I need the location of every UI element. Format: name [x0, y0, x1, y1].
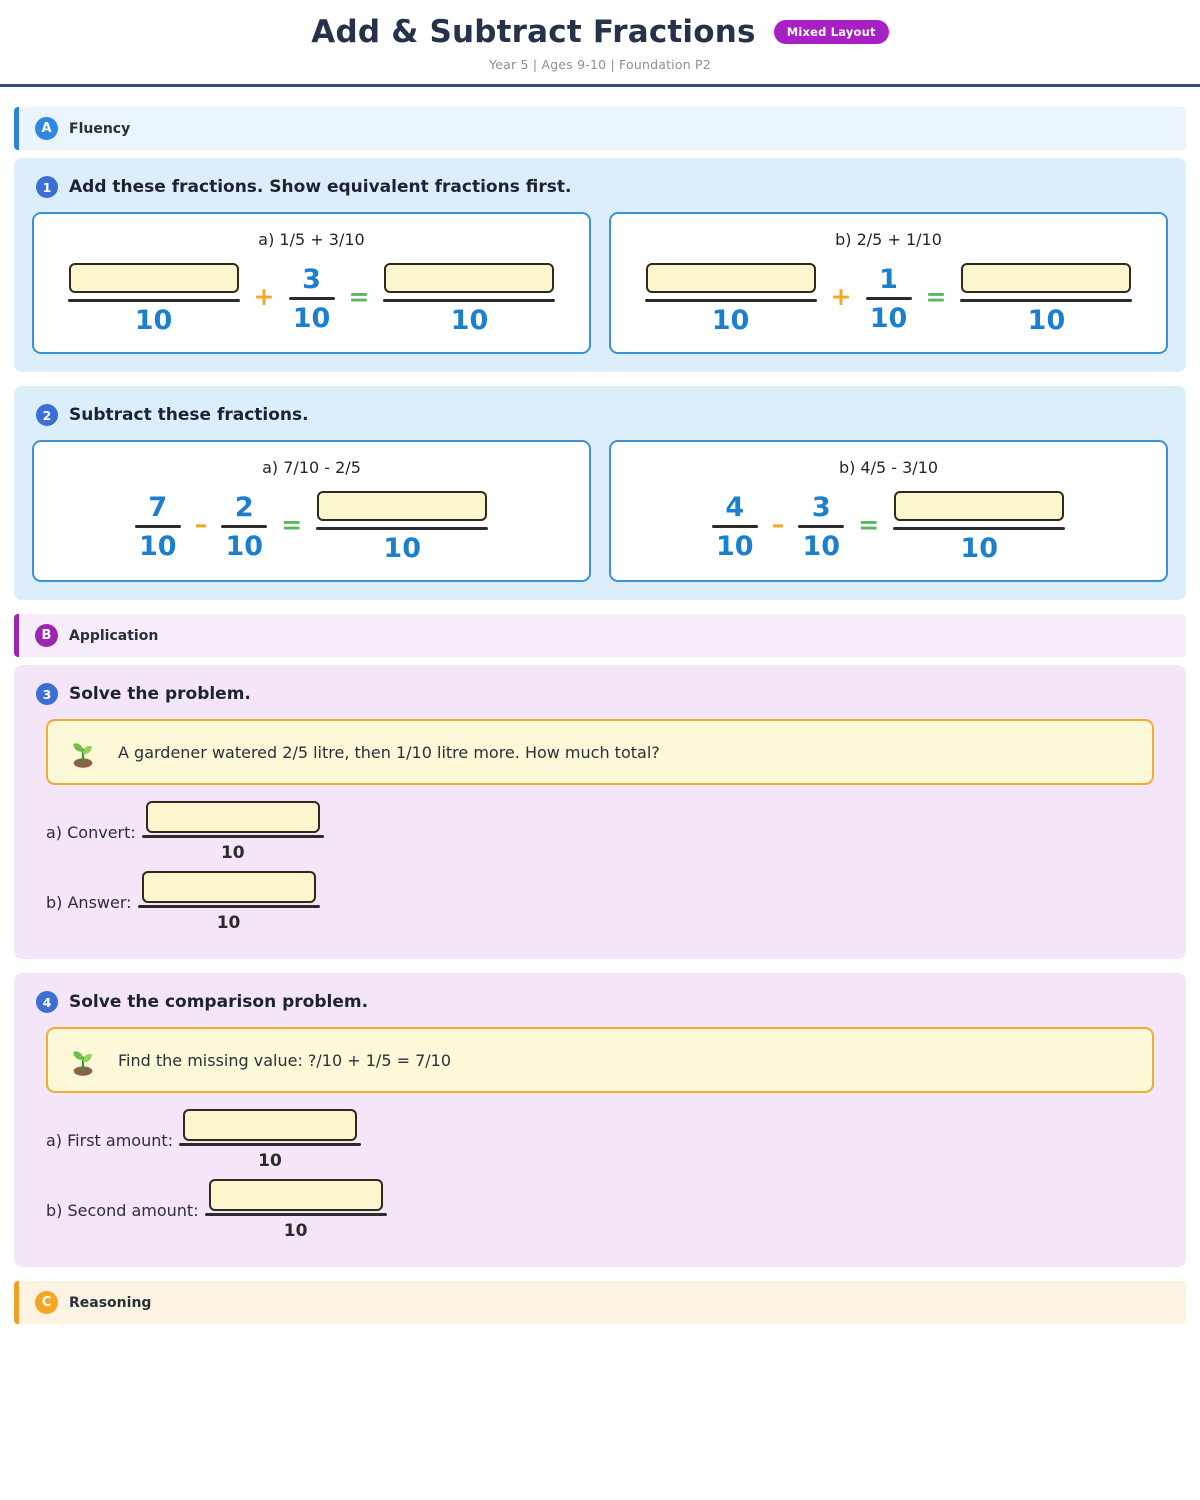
q1b-term2-numerator: 1: [879, 263, 898, 295]
q2b-minus-operator: –: [771, 510, 785, 539]
question-4b-fraction: [205, 1179, 387, 1241]
q2a-result-answer-box[interactable]: [317, 491, 487, 527]
question-3b-answer-box[interactable]: [142, 871, 316, 903]
question-3b-label: b) Answer:: [46, 893, 132, 912]
question-2b-card: [609, 440, 1168, 582]
question-number-1: 1: [36, 176, 58, 198]
question-3b-denominator: 10: [216, 913, 241, 933]
layout-badge: Mixed Layout: [774, 20, 889, 44]
section-band-fluency: [14, 107, 1186, 150]
q1b-result-fraction: [960, 263, 1132, 334]
q1a-term2-numerator: 3: [302, 263, 321, 295]
page-subtitle: Year 5 | Ages 9-10 | Foundation P2: [489, 57, 711, 72]
question-3a-label: a) Convert:: [46, 823, 136, 842]
section-band-reasoning: [14, 1281, 1186, 1324]
question-3a-answer-line: [46, 801, 1168, 863]
q1a-term2-fraction: [289, 263, 335, 334]
q2a-term1-fraction: [135, 491, 181, 562]
question-4a-answer-line: [46, 1109, 1168, 1171]
question-2-panel: [14, 386, 1186, 600]
question-1b-expression: [625, 263, 1152, 334]
q1a-term1-answer-box[interactable]: [69, 263, 239, 299]
question-text-1: Add these fractions. Show equivalent fractions first.: [69, 177, 572, 197]
question-2a-label: a) 7/10 - 2/5: [262, 458, 361, 477]
seedling-icon: [66, 735, 100, 769]
question-3a-denominator: 10: [220, 843, 245, 863]
question-2a-expression: [48, 491, 575, 562]
question-4-panel: [14, 973, 1186, 1267]
section-letter-c: C: [35, 1291, 58, 1314]
q2b-result-denominator: 10: [960, 533, 998, 564]
q2a-minus-operator: –: [194, 510, 208, 539]
question-3b-answer-line: [46, 871, 1168, 933]
question-1a-label: a) 1/5 + 3/10: [258, 230, 365, 249]
q1b-term1-fraction: [645, 263, 817, 334]
question-4b-answer-line: [46, 1179, 1168, 1241]
question-text-2: Subtract these fractions.: [69, 405, 309, 425]
question-1b-label: b) 2/5 + 1/10: [835, 230, 942, 249]
q2b-term2-numerator: 3: [811, 491, 831, 523]
question-4-word-problem: [46, 1027, 1154, 1093]
q1b-term2-fraction: [866, 263, 912, 334]
q1a-term1-denominator: 10: [134, 305, 173, 336]
section-label-application: Application: [69, 627, 159, 644]
q1a-result-denominator: 10: [450, 305, 489, 336]
question-3-word-problem: [46, 719, 1154, 785]
q1b-plus-operator: +: [830, 282, 852, 311]
question-3a-fraction: [142, 801, 324, 863]
page-title: Add & Subtract Fractions: [311, 14, 756, 50]
question-1b-card: [609, 212, 1168, 354]
question-2b-expression: [625, 491, 1152, 562]
question-text-4: Solve the comparison problem.: [69, 992, 369, 1012]
question-number-2: 2: [36, 404, 58, 426]
q2b-term1-fraction: [712, 491, 758, 562]
question-4-word-text: Find the missing value: ?/10 + 1/5 = 7/10: [118, 1050, 451, 1070]
section-letter-b: B: [35, 624, 58, 647]
question-3-header: [36, 683, 1168, 705]
q2b-term2-fraction: [798, 491, 844, 562]
question-3b-fraction: [138, 871, 320, 933]
section-band-application: [14, 614, 1186, 657]
question-1-panel: [14, 158, 1186, 372]
question-text-3: Solve the problem.: [69, 684, 251, 704]
seedling-icon: [66, 1043, 100, 1077]
q1b-result-denominator: 10: [1027, 305, 1066, 336]
q2a-term1-numerator: 7: [148, 491, 168, 523]
q2b-result-answer-box[interactable]: [894, 491, 1064, 527]
worksheet-content: [0, 107, 1200, 1324]
q1b-term2-denominator: 10: [869, 302, 908, 334]
q2a-term2-numerator: 2: [234, 491, 254, 523]
question-2-header: [36, 404, 1168, 426]
q1a-result-fraction: [383, 263, 555, 334]
question-2-cards: [32, 440, 1168, 582]
section-letter-a: A: [35, 117, 58, 140]
q2b-term1-numerator: 4: [725, 491, 745, 523]
question-4b-answer-box[interactable]: [209, 1179, 383, 1211]
q2b-term2-denominator: 10: [802, 530, 841, 562]
question-number-3: 3: [36, 683, 58, 705]
q1b-term1-denominator: 10: [711, 305, 750, 336]
section-label-fluency: Fluency: [69, 120, 131, 137]
question-4a-fraction: [179, 1109, 361, 1171]
q2a-term2-denominator: 10: [225, 530, 264, 562]
question-4a-label: a) First amount:: [46, 1131, 174, 1150]
q1a-term2-denominator: 10: [292, 302, 331, 334]
header-divider: [0, 84, 1200, 87]
question-1-header: [36, 176, 1168, 198]
q2a-term1-denominator: 10: [138, 530, 177, 562]
question-3-word-text: A gardener watered 2/5 litre, then 1/10 litre more. How much total?: [118, 742, 660, 762]
question-4-header: [36, 991, 1168, 1013]
question-4b-label: b) Second amount:: [46, 1201, 199, 1220]
q1a-term1-fraction: [68, 263, 240, 334]
question-4a-denominator: 10: [258, 1151, 282, 1171]
question-2b-label: b) 4/5 - 3/10: [838, 458, 939, 477]
section-label-reasoning: Reasoning: [69, 1294, 152, 1311]
question-4a-answer-box[interactable]: [183, 1109, 357, 1141]
q2b-term1-denominator: 10: [715, 530, 754, 562]
q1a-plus-operator: +: [253, 282, 275, 311]
question-3a-answer-box[interactable]: [146, 801, 320, 833]
question-1a-expression: [48, 263, 575, 334]
q1a-result-answer-box[interactable]: [384, 263, 554, 299]
q2b-result-fraction: [893, 491, 1065, 562]
q2a-result-fraction: [316, 491, 488, 562]
q1b-result-answer-box[interactable]: [961, 263, 1131, 299]
title-row: [0, 14, 1200, 50]
question-2a-card: [32, 440, 591, 582]
q1a-equals-operator: =: [348, 282, 370, 311]
question-number-4: 4: [36, 991, 58, 1013]
question-3-panel: [14, 665, 1186, 959]
worksheet-header: [0, 0, 1200, 95]
q2b-equals-operator: =: [858, 510, 880, 539]
question-1-cards: [32, 212, 1168, 354]
q1b-term1-answer-box[interactable]: [646, 263, 816, 299]
q2a-term2-fraction: [221, 491, 267, 562]
q1b-equals-operator: =: [925, 282, 947, 311]
question-1a-card: [32, 212, 591, 354]
q2a-result-denominator: 10: [383, 533, 421, 564]
q2a-equals-operator: =: [281, 510, 303, 539]
question-4b-denominator: 10: [283, 1221, 308, 1241]
